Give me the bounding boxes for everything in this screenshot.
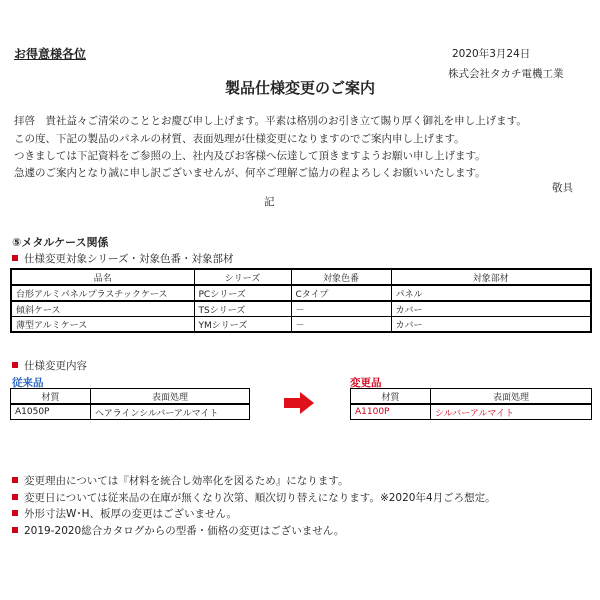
bullet-icon — [12, 510, 18, 516]
table-row — [351, 404, 592, 420]
table-cell: 傾斜ケース — [11, 301, 194, 317]
table-cell: ヘアラインシルバーアルマイト — [91, 404, 250, 420]
table-cell: 材質 — [11, 389, 91, 405]
table-cell: 対象色番 — [291, 269, 391, 285]
table-cell: 材質 — [351, 389, 431, 405]
note-item: 2019-2020総合カタログからの型番・価格の変更はございません。 — [12, 523, 344, 538]
changes-title: 仕様変更内容 — [12, 358, 87, 373]
table-cell: シリーズ — [194, 269, 291, 285]
table-row — [11, 317, 591, 333]
note-item: 変更日については従来品の在庫が無くなり次第、順次切り替えになります。※2020年4月ごろ想定。 — [12, 490, 496, 505]
table-cell: カバー — [391, 317, 591, 333]
old-spec-table — [10, 388, 250, 420]
closing: 敬具 — [552, 182, 573, 194]
bullet-icon — [12, 362, 18, 368]
table-cell: 表面処理 — [431, 389, 592, 405]
old-label: 従来品 — [12, 377, 44, 389]
arrow-right-icon — [284, 392, 314, 414]
bullet-icon — [12, 494, 18, 500]
new-label: 変更品 — [350, 377, 382, 389]
note-item: 外形寸法W･H、板厚の変更はございません。 — [12, 506, 237, 521]
table-cell: A1050P — [11, 404, 91, 420]
table-row — [11, 404, 250, 420]
table-cell: A1100P — [351, 404, 431, 420]
table-cell: － — [291, 317, 391, 333]
table-cell: 薄型アルミケース — [11, 317, 194, 333]
body-line: この度、下記の製品のパネルの材質、表面処理が仕様変更になりますのでご案内申し上げます。 — [14, 133, 465, 145]
table-cell: Cタイプ — [291, 285, 391, 301]
bullet-icon — [12, 255, 18, 261]
addressee: お得意様各位 — [14, 47, 87, 61]
table-cell: TSシリーズ — [194, 301, 291, 317]
table-cell: － — [291, 301, 391, 317]
table-row — [11, 301, 591, 317]
table-row — [11, 285, 591, 301]
ki: 記 — [264, 196, 275, 208]
note-item: 変更理由については『材料を統合し効率化を図るため』になります。 — [12, 473, 348, 488]
date: 2020年3月24日 — [452, 48, 531, 60]
table-cell: パネル — [391, 285, 591, 301]
table-cell: 表面処理 — [91, 389, 250, 405]
table-row — [351, 389, 592, 405]
table-cell: 台形アルミパネルプラスチックケース — [11, 285, 194, 301]
table-cell: YMシリーズ — [194, 317, 291, 333]
company-name: 株式会社タカチ電機工業 — [448, 68, 564, 80]
table-cell: PCシリーズ — [194, 285, 291, 301]
bullet-icon — [12, 477, 18, 483]
body-line: 急遽のご案内となり誠に申し訳ございませんが、何卒ご理解ご協力の程よろしくお願いいたします。 — [14, 167, 486, 179]
table-cell: 品名 — [11, 269, 194, 285]
table-cell: シルバーアルマイト — [431, 404, 592, 420]
section-title: ⑤メタルケース関係 — [12, 236, 109, 249]
bullet-icon — [12, 527, 18, 533]
table-row — [11, 389, 250, 405]
section-subtitle: 仕様変更対象シリーズ・対象色番・対象部材 — [12, 251, 233, 266]
page-title: 製品仕様変更のご案内 — [224, 79, 375, 97]
table-header-row — [11, 269, 591, 285]
table-cell: カバー — [391, 301, 591, 317]
body-line: つきましては下記資料をご参照の上、社内及びお客様へ伝達して頂きますようお願い申し上げます。 — [14, 150, 486, 162]
table-cell: 対象部材 — [391, 269, 591, 285]
body-line: 拝啓 貴社益々ご清栄のこととお慶び申し上げます。平素は格別のお引き立て賜り厚く御礼を申し上げます。 — [14, 115, 527, 127]
new-spec-table — [350, 388, 592, 420]
target-series-table — [10, 268, 592, 333]
